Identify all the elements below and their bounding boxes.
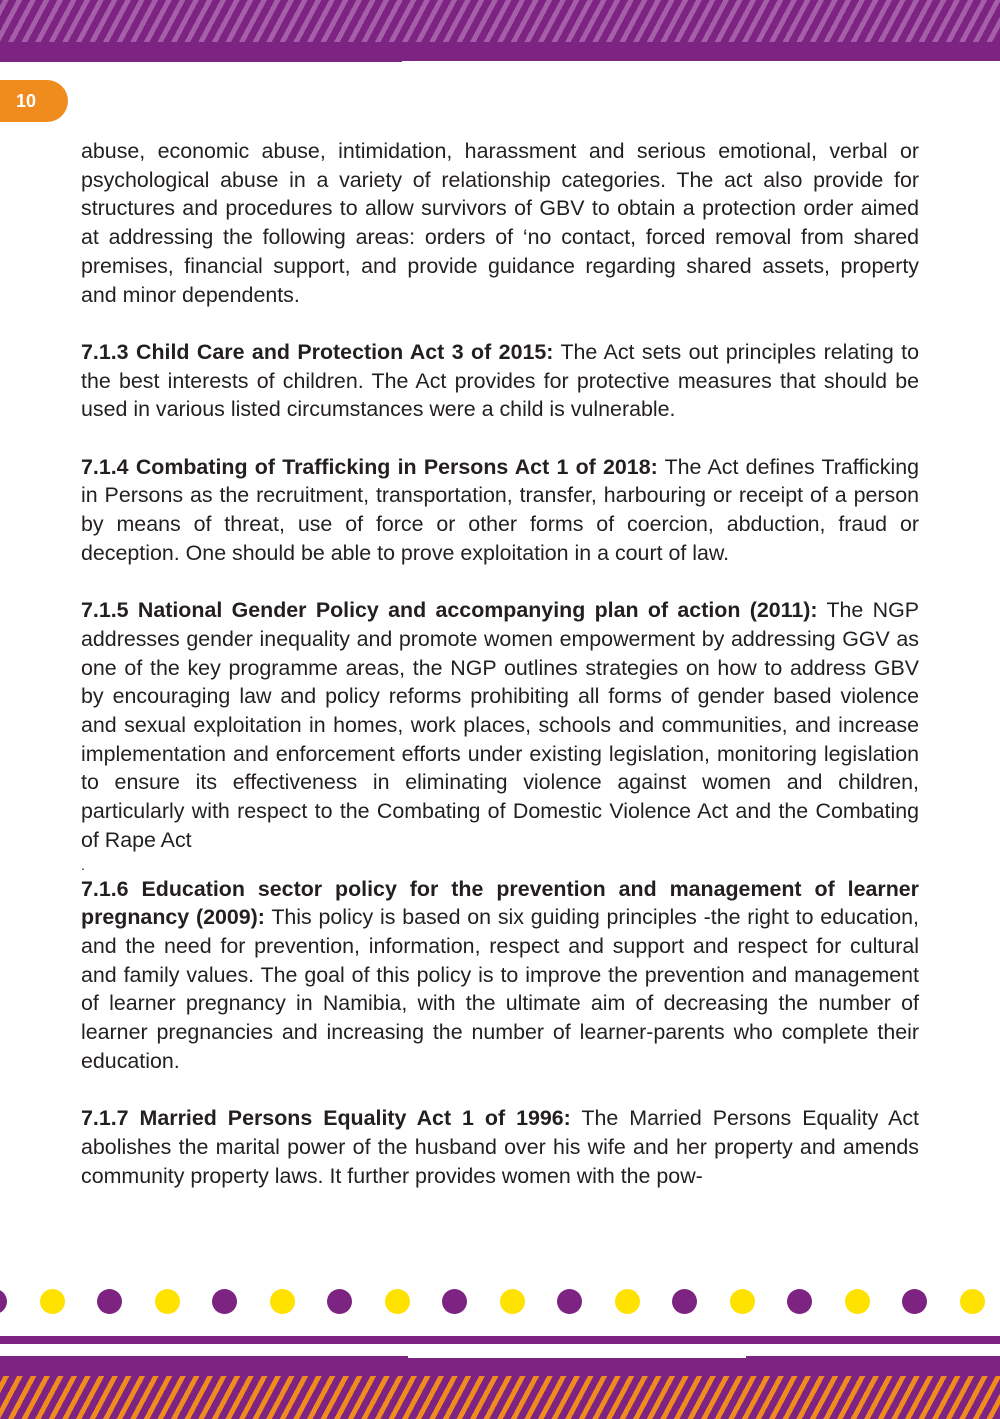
decorative-dot (385, 1289, 410, 1314)
header-stripes (0, 0, 1000, 42)
section-7-1-4-text: The Act defines Trafficking in Persons as the recruitment, transportation, transfer, harbouring or receipt of a person by means of threat, use of force or other forms of coercion, abduction, fraud or deception. One should be able to prove exploitation in a court of law. (81, 454, 919, 565)
section-7-1-6-text: This policy is based on six guiding principles -the right to education, and the need for prevention, information, respect and support and respect for cultural and family values. The goal of this policy is to improve the prevention and management of learner pregnancy in Namibia, with the ultimate aim of decreasing the number of learner pregnancies and increasing the number of learner-parents who complete their education. (81, 905, 920, 1073)
decorative-dot (0, 1289, 7, 1314)
stray-period: . (81, 856, 85, 873)
section-7-1-3-text: The Act sets out principles relating to the best interests of children. The Act provides for protective measures that should be used in various listed circumstances were a child is vulnerable. (81, 339, 920, 422)
decorative-dot (960, 1289, 985, 1314)
paragraph-intro: abuse, economic abuse, intimidation, harassment and serious emotional, verbal or psychological abuse in a variety of relationship categories. The act also provide for structures and procedures to allow survivors of GBV to obtain a protection order aimed at addressing the following areas: orders of ‘no contact, forced removal from shared premises, financial support, and provide guidance regarding shared assets, property and minor dependents. (81, 139, 919, 307)
section-7-1-3-heading: 7.1.3 Child Care and Protection Act 3 of 2015: (81, 339, 554, 364)
decorative-dot (845, 1289, 870, 1314)
decorative-dot (40, 1289, 65, 1314)
section-7-1-4 (81, 453, 919, 568)
section-7-1-5-text: The NGP addresses gender inequality and promote women empowerment by addressing GGV as one of the key programme areas, the NGP outlines strategies on how to address GBV by encouraging law and policy reforms prohibiting all forms of gender based violence and sexual exploitation in homes, work places, schools and communities, and increase implementation and enforcement efforts under existing legislation, monitoring legislation to ensure its effectiveness in eliminating violence against women and children, particularly with respect to the Combating of Domestic Violence Act and the Combating of Rape Act (81, 598, 919, 852)
decorative-dot (442, 1289, 467, 1314)
section-7-1-5-heading: 7.1.5 National Gender Policy and accompanying plan of action (2011): (81, 598, 818, 623)
decorative-dot (730, 1289, 755, 1314)
decorative-dot (557, 1289, 582, 1314)
section-7-1-6-heading: 7.1.6 Education sector policy for the prevention and management of learner pregnancy (2009): (81, 876, 919, 930)
header-divider (402, 61, 1000, 65)
section-7-1-7-text: The Married Persons Equality Act abolishes the marital power of the husband over his wife and her property and amends community property laws. It further provides women with the pow- (81, 1106, 919, 1188)
section-7-1-3 (81, 338, 919, 424)
footer-divider (408, 1354, 746, 1358)
decorative-dot-row (0, 1289, 1000, 1315)
page-number: 10 (16, 90, 37, 111)
section-7-1-6 (81, 875, 919, 1076)
decorative-dot (97, 1289, 122, 1314)
decorative-dot (155, 1289, 180, 1314)
section-7-1-7 (81, 1104, 919, 1190)
decorative-dot (500, 1289, 525, 1314)
decorative-dot (327, 1289, 352, 1314)
decorative-dot (270, 1289, 295, 1314)
decorative-dot (212, 1289, 237, 1314)
section-7-1-7-heading: 7.1.7 Married Persons Equality Act 1 of 1996: (81, 1106, 571, 1131)
page-body (81, 137, 919, 1219)
footer-stripes (0, 1376, 1000, 1419)
footer-line (0, 1336, 1000, 1344)
section-7-1-5 (81, 596, 919, 854)
section-7-1-4-heading: 7.1.4 Combating of Trafficking in Persons Act 1 of 2018: (81, 454, 658, 479)
decorative-dot (902, 1289, 927, 1314)
page-number-tab (0, 80, 68, 122)
decorative-dot (615, 1289, 640, 1314)
decorative-dot (787, 1289, 812, 1314)
decorative-dot (672, 1289, 697, 1314)
